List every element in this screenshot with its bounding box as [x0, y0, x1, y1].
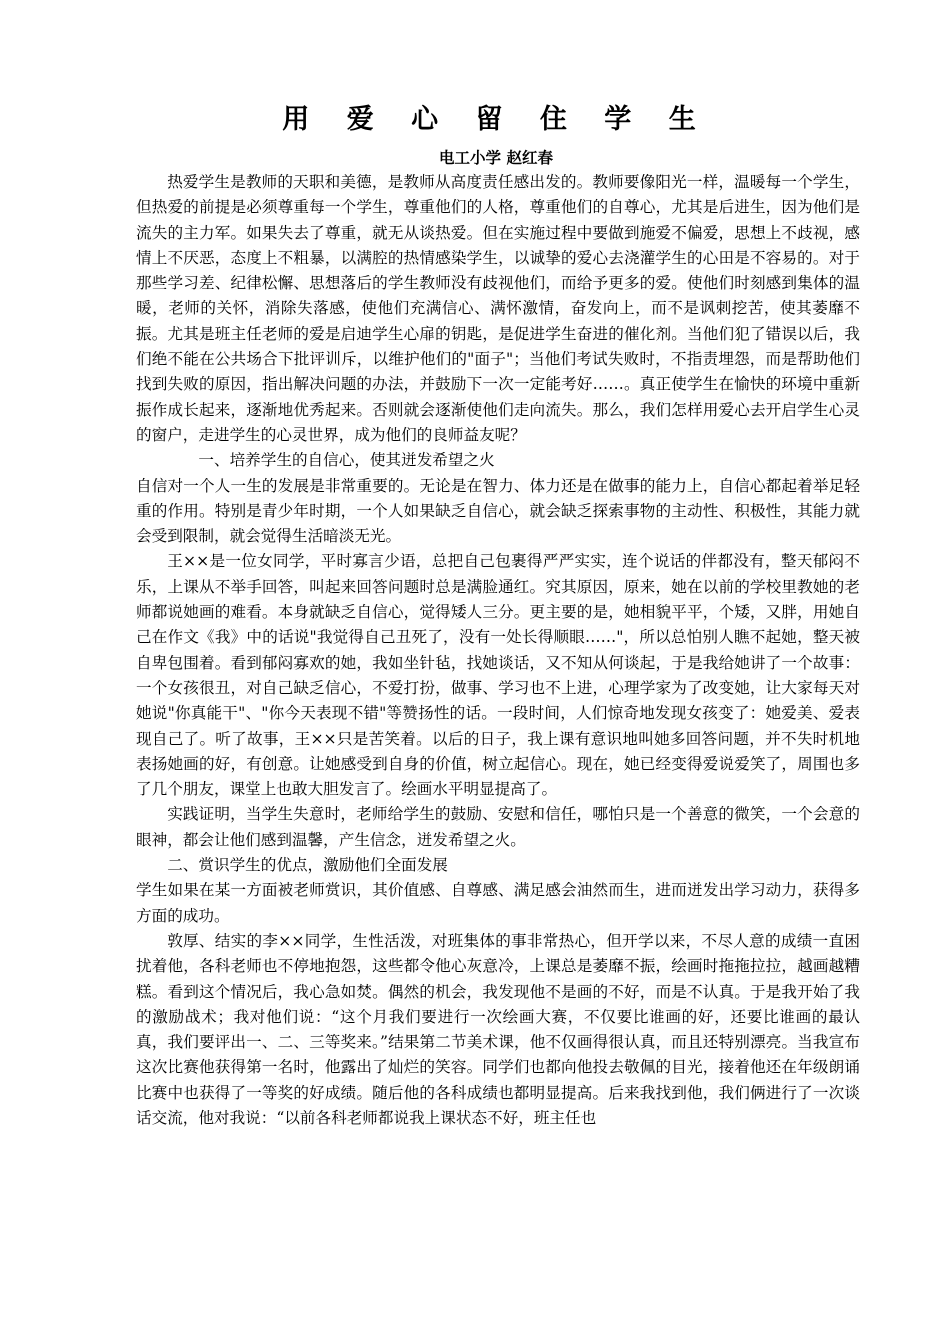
- paragraph-story-li: 敦厚、结实的李××同学，生性活泼，对班集体的事非常热心，但开学以来，不尽人意的成绩一直困扰着他，各科老师也不停地抱怨，这些都令他心灰意冷，上课总是萎靡不振，绘画时拖拖拉拉，越画越糟糕。看到这个情况后，我心急如焚。偶然的机会，我发现他不是画的不好，而是不认真。于是我开始了我的激励战术；我对他们说：“这个月我们要进行一次绘画大赛，不仅要比谁画的好，还要比谁画的最认真，我们要评出一、二、三等奖来。”结果第二节美术课，他不仅画得很认真，而且还特别漂亮。当我宣布这次比赛他获得第一名时，他露出了灿烂的笑容。同学们也都向他投去敬佩的目光，接着他还在年级朗诵比赛中也获得了一等奖的好成绩。随后他的各科成绩也都明显提高。后来我找到他，我们俩进行了一次谈话交流，他对我说：“以前各科老师都说我上课状态不好，班主任也: [136, 931, 860, 1127]
- section-heading-2: 二、赏识学生的优点，激励他们全面发展: [167, 856, 448, 875]
- paragraph-confidence: 自信对一个人一生的发展是非常重要的。无论是在智力、体力还是在做事的能力上，自信心都起着举足轻重的作用。特别是青少年时期，一个人如果缺乏自信心，就会缺乏探索事物的主动性、积极性，其能力就会受到限制，就会觉得生活暗淡无光。: [136, 476, 860, 546]
- paragraph-story-wang: 王××是一位女同学，平时寡言少语，总把自己包裹得严严实实，连个说话的伴都没有，整天郁闷不乐，上课从不举手回答，叫起来回答问题时总是满脸通红。究其原因，原来，她在以前的学校里教她的老师都说她画的难看。本身就缺乏自信心，觉得矮人三分。更主要的是，她相貌平平，个矮，又胖，用她自己在作文《我》中的话说"我觉得自己丑死了，没有一处长得顺眼……"，所以总怕别人瞧不起她，整天被自卑包围着。看到郁闷寡欢的她，我如坐针毡，找她谈话，又不知从何谈起，于是我给她讲了一个故事：一个女孩很丑，对自己缺乏信心，不爱打扮，做事、学习也不上进，心理学家为了改变她，让大家每天对她说"你真能干"、"你今天表现不错"等赞扬性的话。一段时间，人们惊奇地发现女孩变了：她爱美、爱表现自己了。听了故事，王××只是苦笑着。以后的日子，我上课有意识地叫她多回答问题，并不失时机地表扬她画的好，有创意。让她感受到自身的价值，树立起信心。现在，她已经变得爱说爱笑了，周围也多了几个朋友，课堂上也敢大胆发言了。绘画水平明显提高了。: [136, 552, 860, 799]
- paragraph-intro: 热爱学生是教师的天职和美德，是教师从高度责任感出发的。教师要像阳光一样，温暖每一个学生，但热爱的前提是必须尊重每一个学生，尊重他们的人格，尊重他们的自尊心，尤其是后进生，因为他们是流失的主力军。如果失去了尊重，就无从谈热爱。但在实施过程中要做到施爱不偏爱，思想上不歧视，感情上不厌恶，态度上不粗暴，以满腔的热情感染学生，以诚挚的爱心去浇灌学生的心田是不容易的。对于那些学习差、纪律松懈、思想落后的学生教师没有歧视他们，而给予更多的爱。使他们时刻感到集体的温暖，老师的关怀，消除失落感，使他们充满信心、满怀激情，奋发向上，而不是讽刺挖苦，使其萎靡不振。尤其是班主任老师的爱是启迪学生心扉的钥匙，是促进学生奋进的催化剂。当他们犯了错误以后，我们绝不能在公共场合下批评训斥，以维护他们的"面子"；当他们考试失败时，不指责埋怨，而是帮助他们找到失败的原因，指出解决问题的办法，并鼓励下一次一定能考好……。真正使学生在愉快的环境中重新振作成长起来，逐渐地优秀起来。否则就会逐渐使他们走向流失。那么，我们怎样用爱心去开启学生心灵的窗户，走进学生的心灵世界，成为他们的良师益友呢？: [136, 173, 860, 444]
- author-line: 电工小学 赵红春: [439, 149, 553, 167]
- paragraph-practice: 实践证明，当学生失意时，老师给学生的鼓励、安慰和信任，哪怕只是一个善意的微笑，一个会意的眼神，都会让他们感到温馨，产生信念，迸发希望之火。: [136, 805, 860, 849]
- document-body: [136, 170, 860, 1131]
- paragraph-appreciation: 学生如果在某一方面被老师赏识，其价值感、自尊感、满足感会油然而生，进而迸发出学习动力，获得多方面的成功。: [136, 881, 860, 925]
- document-title: 用 爱 心 留 住 学 生: [282, 104, 710, 135]
- section-heading-1: 一、培养学生的自信心，使其迸发希望之火: [198, 451, 495, 470]
